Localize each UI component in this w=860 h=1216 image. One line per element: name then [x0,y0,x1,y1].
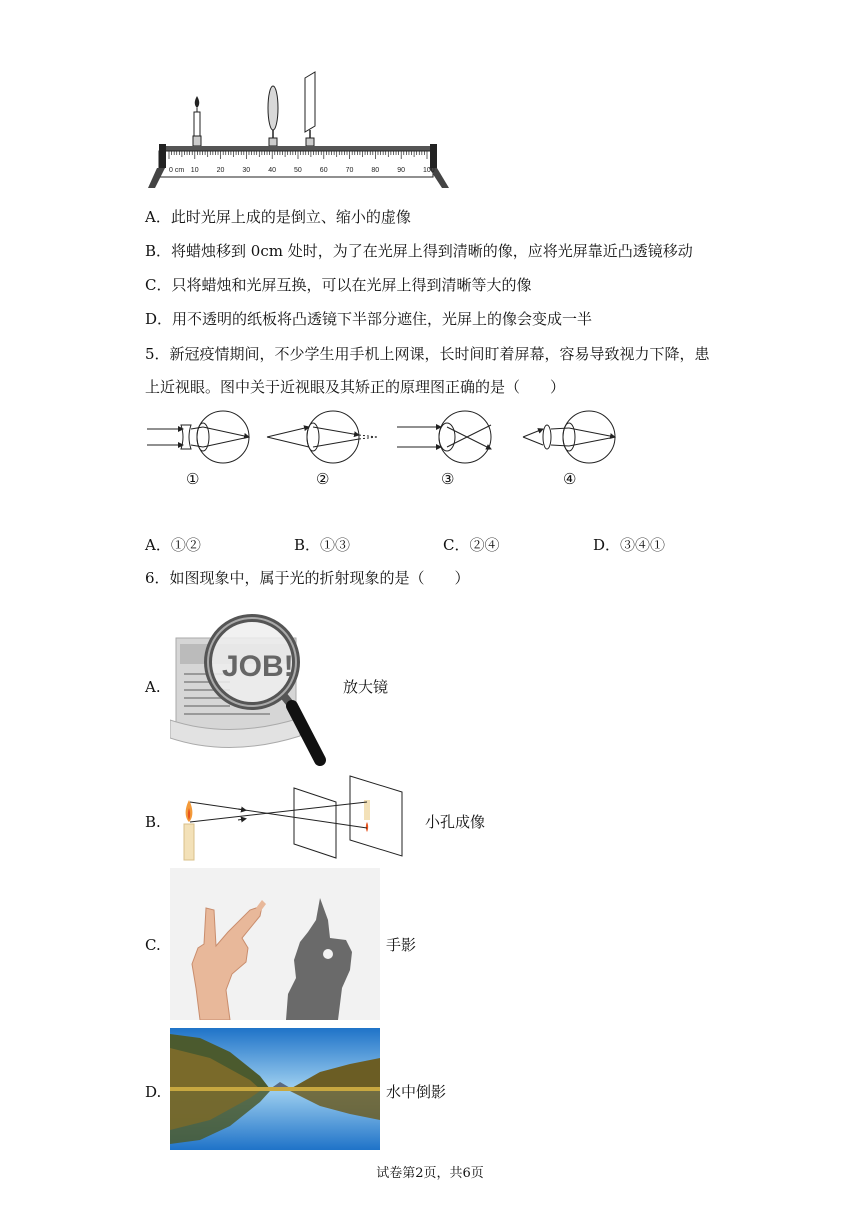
q5-option-b[interactable]: B．①③ [294,536,351,554]
q5-option-a[interactable]: A．①② [145,536,201,554]
light-screen-icon [305,72,315,146]
eye-label-1: ① [186,470,200,488]
q5-option-c[interactable]: C．②④ [443,536,500,554]
eye-diagram-1 [147,411,249,463]
magnifier-image-text: JOB! [222,650,294,683]
convex-lens-icon [268,86,278,146]
eye-diagrams [145,405,625,465]
q5-stem-line2: 上近视眼。图中关于近视眼及其矫正的原理图正确的是（ ） [145,378,566,396]
optical-bench-figure [145,70,455,190]
eye-label-2: ② [316,470,330,488]
q6-option-b-letter[interactable]: B. [145,813,161,831]
ruler-tick-label: 0 cm [169,167,185,174]
q6-option-d-letter[interactable]: D. [145,1083,162,1101]
q5-stem-line1: 5．新冠疫情期间，不少学生用手机上网课，长时间盯着屏幕，容易导致视力下降，患 [145,345,710,363]
q6-option-a-caption: 放大镜 [343,678,389,696]
q4-option-a[interactable]: A．此时光屏上成的是倒立、缩小的虚像 [145,208,411,226]
eye-diagram-4 [523,411,615,463]
magnifier-image [170,610,340,770]
ruler-tick-label: 50 [294,167,302,174]
q6-option-a-letter[interactable]: A. [145,678,161,696]
ruler-tick-label: 80 [371,167,380,174]
q6-option-c-letter[interactable]: C. [145,936,161,954]
q6-option-b-caption: 小孔成像 [425,813,486,831]
q4-option-d[interactable]: D．用不透明的纸板将凸透镜下半部分遮住，光屏上的像会变成一半 [145,310,593,328]
page-footer: 试卷第2页，共6页 [376,1166,484,1181]
candle-icon [193,96,201,146]
ruler-tick-label: 30 [242,167,251,174]
q6-option-c-caption: 手影 [386,936,417,954]
q5-option-d[interactable]: D．③④① [593,536,666,554]
ruler-tick-label: 70 [345,167,354,174]
pinhole-image [178,772,408,864]
ruler-tick-label: 40 [268,167,276,174]
q6-stem: 6．如图现象中，属于光的折射现象的是（ ） [145,569,470,587]
hand-shadow-image [170,868,380,1020]
eye-diagram-2 [267,411,377,463]
eye-label-4: ④ [563,470,577,488]
ruler-tick-label: 90 [397,167,405,174]
q4-option-b[interactable]: B．将蜡烛移到 0cm 处时，为了在光屏上得到清晰的像，应将光屏靠近凸透镜移动 [145,242,693,260]
water-reflection-image [170,1028,380,1150]
q6-option-d-caption: 水中倒影 [386,1083,447,1101]
eye-diagram-3 [397,411,491,463]
q4-option-c[interactable]: C．只将蜡烛和光屏互换，可以在光屏上得到清晰等大的像 [145,276,532,294]
ruler-tick-label: 60 [319,167,328,174]
eye-label-3: ③ [441,470,455,488]
ruler-tick-label: 20 [216,167,225,174]
ruler-tick-label: 10 [190,167,199,174]
ruler-tick-label: 100 [423,167,435,174]
